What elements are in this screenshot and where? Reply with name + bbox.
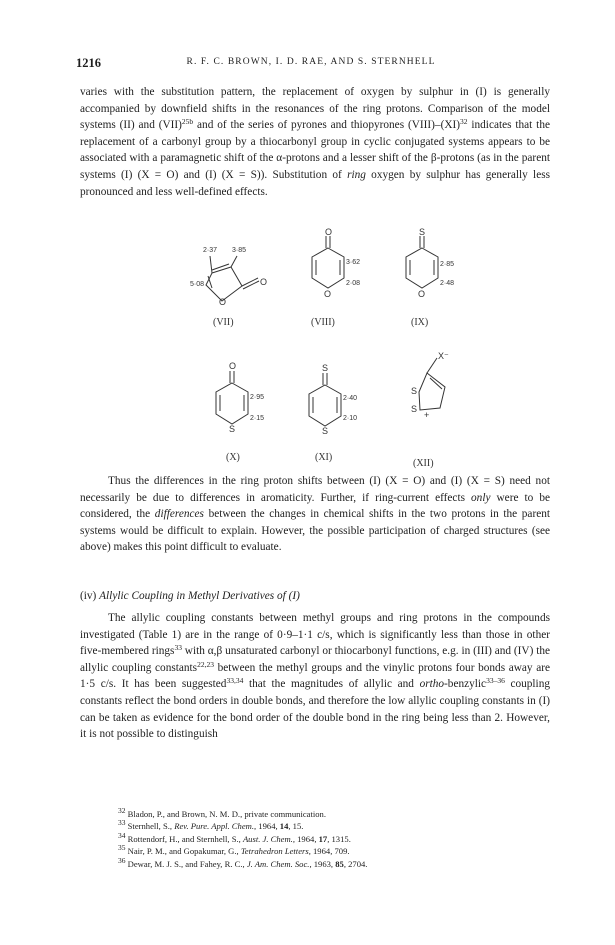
- svg-text:(VIII): (VIII): [311, 317, 335, 328]
- paragraph-allylic-coupling: The allylic coupling constants between methyl groups and ring protons in the compounds investigated (Table 1) are in the range of 0·9–1·1 c/s, which is significantly less than those in other five-membered rings$^{33}$ with α,β unsaturated carbonyl or thiocarbonyl functions, e.g. in (III) and (IV) the allylic coupling constants$^{22,23}$ between the methyl groups and the vinylic protons four bonds away are 1·5 c/s. It has been suggested$^{33,34}$ that the magnitudes of allylic and ortho-benzylic$^{33-36}$ coupling constants reflect the bond orders in double bonds, and therefore the low allylic coupling constants in (I) can be taken as evidence for the bond order of the double bond in the ring being less than 2. However, it is not possible to distinguish: [80, 612, 550, 741]
- footnote: $^{32}$ Bladon, P., and Brown, N. M. D., private communication.: [118, 806, 326, 819]
- svg-text:(XI): (XI): [315, 452, 333, 463]
- svg-text:(X): (X): [226, 452, 240, 463]
- page-number: 1216: [76, 56, 101, 70]
- structure-xi: [309, 363, 357, 463]
- svg-text:O: O: [260, 277, 268, 287]
- svg-text:5·08: 5·08: [190, 281, 205, 288]
- svg-text:O: O: [324, 289, 332, 299]
- svg-text:S: S: [322, 426, 329, 436]
- svg-text:S: S: [419, 227, 426, 237]
- footnote: $^{34}$ Rottendorf, H., and Sternhell, S., Aust. J. Chem., 1964, 17, 1315.: [118, 830, 351, 844]
- svg-text:+: +: [424, 410, 430, 420]
- footnotes: [118, 808, 548, 870]
- structure-x: [216, 361, 264, 463]
- svg-text:X⁻: X⁻: [438, 351, 449, 361]
- svg-text:O: O: [325, 227, 333, 237]
- svg-text:2·85: 2·85: [440, 261, 455, 268]
- structure-xii: [411, 351, 449, 469]
- svg-text:O: O: [418, 289, 426, 299]
- section-heading: (iv) Allylic Coupling in Methyl Derivatives of (I): [80, 590, 300, 602]
- svg-text:2·37: 2·37: [203, 247, 218, 254]
- footnote: $^{36}$ Dewar, M. J. S., and Fahey, R. C., J. Am. Chem. Soc., 1963, 85, 2704.: [118, 855, 368, 869]
- svg-text:3·85: 3·85: [232, 247, 247, 254]
- footnote: $^{33}$ Sternhell, S., Rev. Pure. Appl. Chem., 1964, 14, 15.: [118, 818, 304, 832]
- svg-text:2·95: 2·95: [250, 394, 265, 401]
- structure-ix: [406, 227, 454, 328]
- running-head: R. F. C. BROWN, I. D. RAE, AND S. STERNHELL: [186, 57, 436, 67]
- svg-text:O: O: [219, 297, 227, 307]
- svg-text:S: S: [411, 404, 418, 414]
- svg-text:2·08: 2·08: [346, 280, 361, 287]
- svg-text:S: S: [411, 386, 418, 396]
- paragraph-substitution-effects: varies with the substitution pattern, the replacement of oxygen by sulphur in (I) is generally accompanied by downfield shifts in the resonances of the ring protons. Comparison of the model systems (II) and (VII)$^{25b}$ and of the series of pyrones and thiopyrones (VIII)–(XI)$^{32}$ indicates that the replacement of a carbonyl group by a thiocarbonyl group in cyclic conjugated systems appears to be associated with a paramagnetic shift of the α-protons and a lesser shift of the β-protons (as in the parent systems (I) (X = O) and (I) (X = S)). Substitution of ring oxygen by sulphur has generally less pronounced and less well-defined effects.: [80, 86, 550, 198]
- svg-text:(XII): (XII): [413, 458, 434, 469]
- svg-text:S: S: [322, 363, 329, 373]
- svg-text:2·15: 2·15: [250, 415, 265, 422]
- structure-vii: [190, 247, 267, 328]
- svg-text:(VII): (VII): [213, 317, 234, 328]
- svg-text:(IX): (IX): [411, 317, 429, 328]
- svg-text:S: S: [229, 424, 236, 434]
- footnote: $^{35}$ Nair, P. M., and Gopakumar, G., Tetrahedron Letters, 1964, 709.: [118, 843, 350, 857]
- svg-text:2·48: 2·48: [440, 280, 455, 287]
- svg-text:3·62: 3·62: [346, 259, 361, 266]
- structure-viii: [311, 227, 360, 328]
- paragraph-ring-proton-shifts: Thus the differences in the ring proton shifts between (I) (X = O) and (I) (X = S) need not necessarily be due to differences in aromaticity. Further, if ring-current effects only were to be considered, the differences between the changes in chemical shifts in the two protons in the parent systems would be difficult to explain. However, the possible participation of charged structures (see above) makes this point difficult to evaluate.: [80, 475, 551, 554]
- svg-text:2·10: 2·10: [343, 415, 358, 422]
- svg-text:O: O: [229, 361, 237, 371]
- svg-text:2·40: 2·40: [343, 395, 358, 402]
